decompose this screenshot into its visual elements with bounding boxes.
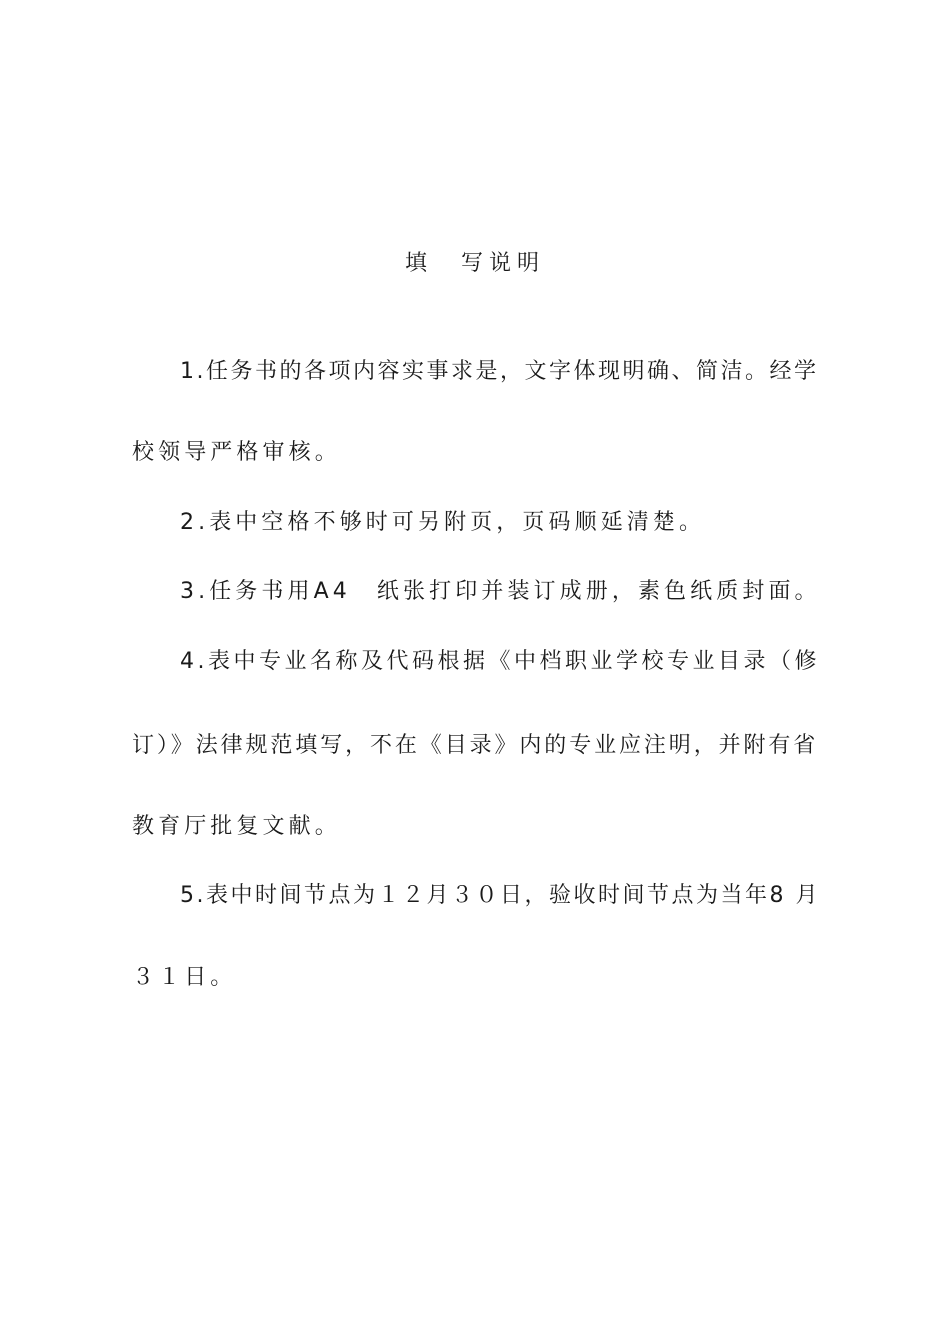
- instruction-4-line-3: 教育厅批复文献。: [132, 814, 341, 839]
- instruction-4-line-2: 订）》法律规范填写，不在《目录》内的专业应注明，并附有省: [132, 733, 819, 758]
- instruction-2: 2.表中空格不够时可另附页，页码顺延清楚。: [180, 510, 706, 535]
- instruction-1-line-1: 1.任务书的各项内容实事求是，文字体现明确、简洁。经学: [180, 359, 819, 384]
- instruction-5-line-2: ３１日。: [132, 965, 237, 990]
- instruction-3: 3.任务书用A4 纸张打印并装订成册，素色纸质封面。: [180, 579, 821, 604]
- instruction-1-line-2: 校领导严格审核。: [132, 440, 341, 465]
- document-title: 填 写说明: [404, 251, 545, 276]
- instruction-5-line-1: 5.表中时间节点为１２月３０日，验收时间节点为当年8 月: [180, 883, 820, 908]
- instruction-4-line-1: 4.表中专业名称及代码根据《中档职业学校专业目录（修: [180, 649, 820, 674]
